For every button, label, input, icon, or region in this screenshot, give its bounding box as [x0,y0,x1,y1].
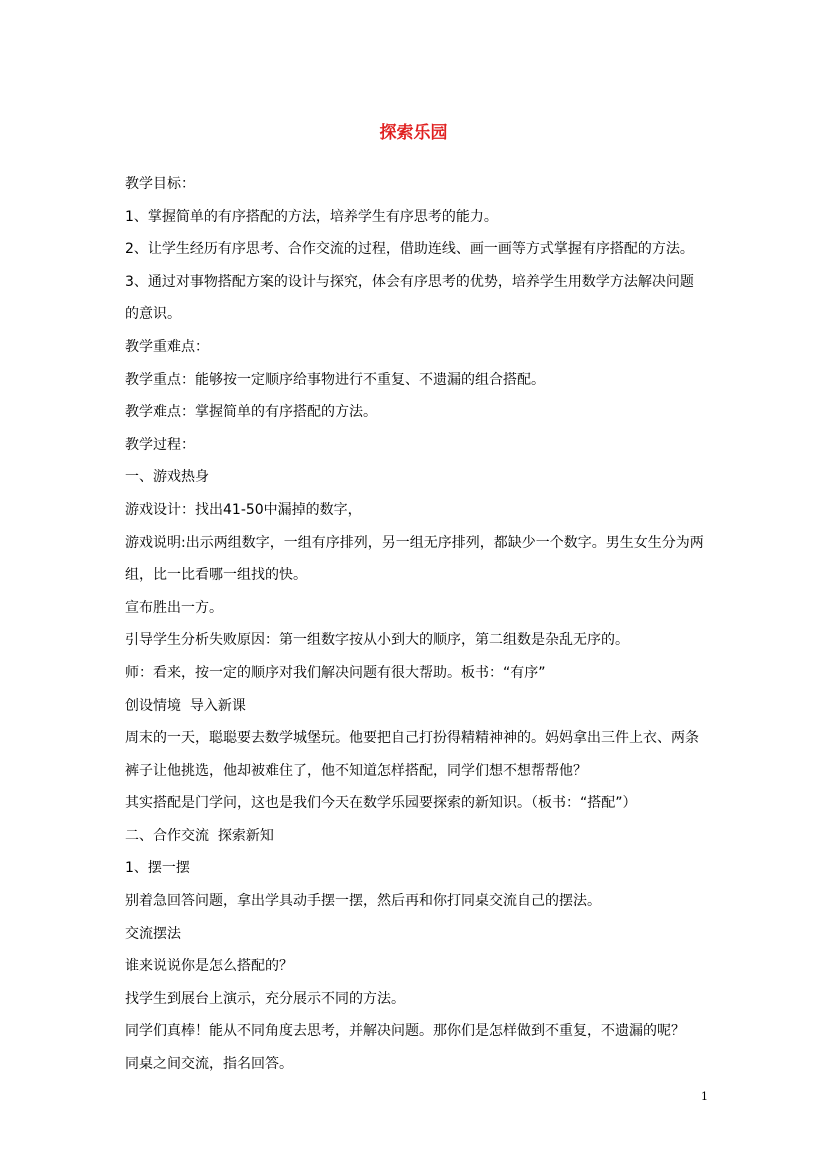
paragraph: 别着急回答问题，拿出学具动手摆一摆，然后再和你打同桌交流自己的摆法。 [125,893,601,910]
document-body [125,168,705,1081]
paragraph: 教学过程： [125,436,195,453]
paragraph: 3、通过对事物搭配方案的设计与探究，体会有序思考的优势，培养学生用数学方法解决问题的意识。 [125,273,694,323]
paragraph: 教学目标： [125,176,195,192]
paragraph: 教学重点：能够按一定顺序给事物进行不重复、不遗漏的组合搭配。 [125,371,545,388]
paragraph: 宣布胜出一方。 [125,599,223,616]
paragraph: 教学难点：掌握简单的有序搭配的方法。 [125,404,377,421]
document-title: 探索乐园 [379,123,448,143]
paragraph: 教学重难点： [125,338,209,355]
paragraph: 交流摆法 [125,925,181,942]
page-number: 1 [701,1090,708,1103]
paragraph: 1、摆一摆 [125,860,190,877]
paragraph: 1、掌握简单的有序搭配的方法，培养学生有序思考的能力。 [125,208,498,225]
paragraph: 师：看来，按一定的顺序对我们解决问题有很大帮助。板书：“有序” [125,664,546,681]
paragraph: 同学们真棒！能从不同角度去思考，并解决问题。那你们是怎样做到不重复，不遗漏的呢？ [125,1023,685,1040]
paragraph: 游戏说明:出示两组数字，一组有序排列，另一组无序排列，都缺少一个数字。男生女生分为两组，比一比看哪一组找的快。 [125,534,704,584]
paragraph: 游戏设计：找出41-50中漏掉的数字， [125,501,362,518]
paragraph: 谁来说说你是怎么搭配的？ [125,958,293,975]
paragraph: 一、游戏热身 [125,469,209,486]
paragraph: 同桌之间交流，指名回答。 [125,1056,293,1073]
paragraph: 周末的一天，聪聪要去数学城堡玩。他要把自己打扮得精精神神的。妈妈拿出三件上衣、两条裤子让他挑选，他却被难住了，他不知道怎样搭配，同学们想不想帮帮他？ [125,730,699,779]
paragraph: 二、合作交流 探索新知 [125,827,274,844]
paragraph: 2、让学生经历有序思考、合作交流的过程，借助连线、画一画等方式掌握有序搭配的方法。 [125,241,694,258]
paragraph: 创设情境 导入新课 [125,697,246,714]
paragraph: 其实搭配是门学问，这也是我们今天在数学乐园要探索的新知识。（板书：“搭配”） [125,795,637,812]
paragraph: 引导学生分析失败原因：第一组数字按从小到大的顺序，第二组数是杂乱无序的。 [125,632,629,649]
paragraph: 找学生到展台上演示，充分展示不同的方法。 [125,990,405,1007]
